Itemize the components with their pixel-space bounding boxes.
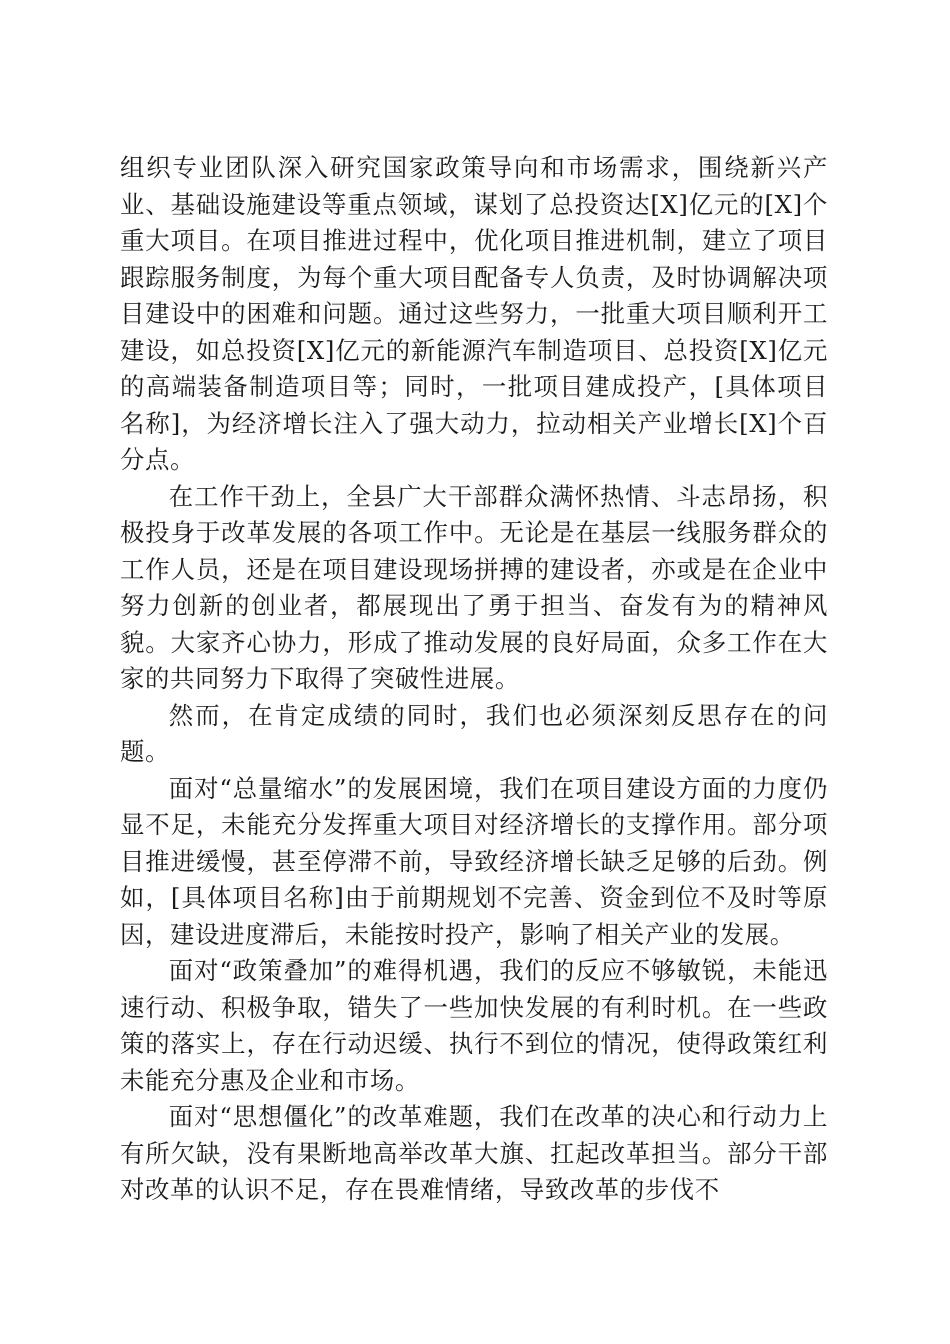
document-body bbox=[120, 150, 828, 1209]
paragraph-3: 然而，在肯定成绩的同时，我们也必须深刻反思存在的问题。 bbox=[120, 700, 828, 766]
paragraph-4: 面对“总量缩水”的发展困境，我们在项目建设方面的力度仍显不足，未能充分发挥重大项目对经济增长的支撑作用。部分项目推进缓慢，甚至停滞不前，导致经济增长缺乏足够的后劲。例如，[具体项目名称]由于前期规划不完善、资金到位不及时等原因，建设进度滞后，未能按时投产，影响了相关产业的发展。 bbox=[120, 773, 828, 949]
paragraph-6: 面对“思想僵化”的改革难题，我们在改革的决心和行动力上有所欠缺，没有果断地高举改革大旗、扛起改革担当。部分干部对改革的认识不足，存在畏难情绪，导致改革的步伐不 bbox=[120, 1102, 828, 1204]
paragraph-1: 组织专业团队深入研究国家政策导向和市场需求，围绕新兴产业、基础设施建设等重点领域，谋划了总投资达[X]亿元的[X]个重大项目。在项目推进过程中，优化项目推进机制，建立了项目跟踪服务制度，为每个重大项目配备专人负责，及时协调解决项目建设中的困难和问题。通过这些努力，一批重大项目顺利开工建设，如总投资[X]亿元的新能源汽车制造项目、总投资[X]亿元的高端装备制造项目等；同时，一批项目建成投产，[具体项目名称]，为经济增长注入了强大动力，拉动相关产业增长[X]个百分点。 bbox=[120, 153, 828, 474]
paragraph-2: 在工作干劲上，全县广大干部群众满怀热情、斗志昂扬，积极投身于改革发展的各项工作中。无论是在基层一线服务群众的工作人员，还是在项目建设现场拼搏的建设者，亦或是在企业中努力创新的创业者，都展现出了勇于担当、奋发有为的精神风貌。大家齐心协力，形成了推动发展的良好局面，众多工作在大家的共同努力下取得了突破性进展。 bbox=[120, 481, 828, 693]
paragraph-5: 面对“政策叠加”的难得机遇，我们的反应不够敏锐，未能迅速行动、积极争取，错失了一些加快发展的有利时机。在一些政策的落实上，存在行动迟缓、执行不到位的情况，使得政策红利未能充分惠及企业和市场。 bbox=[120, 956, 828, 1095]
